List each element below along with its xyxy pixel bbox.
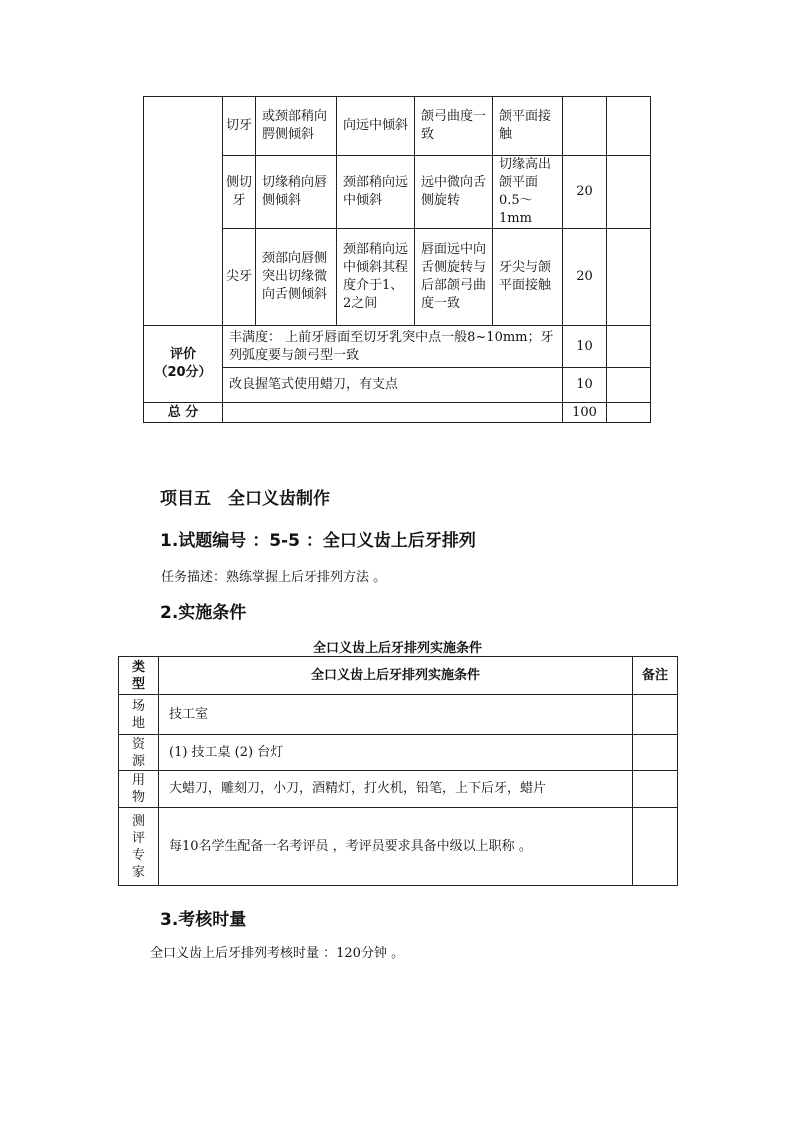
type-cell: 用物 bbox=[119, 771, 159, 808]
criterion-cell: 切缘稍向唇侧倾斜 bbox=[256, 156, 337, 229]
criterion-cell: 向远中倾斜 bbox=[337, 97, 415, 156]
tooth-name-cell: 侧切牙 bbox=[223, 156, 256, 229]
extra-cell bbox=[607, 97, 651, 156]
criterion-cell: 牙尖与颌平面接触 bbox=[493, 229, 563, 326]
score-cell: 20 bbox=[563, 156, 607, 229]
content-cell: (1) 技工桌 (2) 台灯 bbox=[159, 735, 633, 771]
criterion-cell: 颈部稍向远中倾斜其程度介于1、2之间 bbox=[337, 229, 415, 326]
section1-heading: 1.试题编号 ：5-5 ：全口义齿上后牙排列 bbox=[160, 531, 476, 551]
criterion-cell: 或颈部稍向腭侧倾斜 bbox=[256, 97, 337, 156]
type-cell: 测评专家 bbox=[119, 808, 159, 886]
extra-cell bbox=[607, 326, 651, 368]
conditions-table bbox=[118, 656, 678, 886]
note-cell bbox=[633, 771, 678, 808]
evaluation-label-line1: 评价 bbox=[169, 347, 196, 362]
table-row bbox=[119, 695, 678, 735]
total-score: 100 bbox=[563, 403, 607, 423]
table-row bbox=[119, 771, 678, 808]
task-description: 任务描述：熟练掌握上后牙排列方法 。 bbox=[161, 570, 387, 585]
score-cell: 20 bbox=[563, 229, 607, 326]
note-cell bbox=[633, 695, 678, 735]
type-cell: 场地 bbox=[119, 695, 159, 735]
criterion-cell: 颌平面接触 bbox=[493, 97, 563, 156]
blank-category-cell bbox=[144, 97, 223, 326]
tooth-name-cell: 尖牙 bbox=[223, 229, 256, 326]
total-blank-cell bbox=[223, 403, 563, 423]
type-cell: 资源 bbox=[119, 735, 159, 771]
section2-heading: 2.实施条件 bbox=[160, 603, 247, 623]
extra-cell bbox=[607, 368, 651, 403]
extra-cell bbox=[607, 229, 651, 326]
criterion-cell: 颌弓曲度一致 bbox=[415, 97, 493, 156]
evaluation-item: 改良握笔式使用蜡刀，有支点 bbox=[223, 368, 563, 403]
table-row bbox=[119, 735, 678, 771]
total-label: 总 分 bbox=[144, 403, 223, 423]
criterion-cell: 切缘高出颌平面0.5～1mm bbox=[493, 156, 563, 229]
score-cell: 10 bbox=[563, 326, 607, 368]
exam-duration: 全口义齿上后牙排列考核时量 ：120分钟 。 bbox=[150, 946, 405, 961]
table-row bbox=[144, 97, 651, 156]
section3-heading: 3.考核时量 bbox=[160, 910, 247, 930]
header-note: 备注 bbox=[633, 657, 678, 695]
content-cell: 大蜡刀，雕刻刀，小刀，酒精灯，打火机，铅笔，上下后牙，蜡片 bbox=[159, 771, 633, 808]
extra-cell bbox=[607, 156, 651, 229]
criterion-cell: 颈部稍向远中倾斜 bbox=[337, 156, 415, 229]
extra-cell bbox=[607, 403, 651, 423]
scoring-table bbox=[143, 96, 651, 423]
criterion-cell: 唇面远中向舌侧旋转与后部颌弓曲度一致 bbox=[415, 229, 493, 326]
project-title: 项目五 全口义齿制作 bbox=[160, 489, 330, 509]
table-row bbox=[144, 403, 651, 423]
note-cell bbox=[633, 735, 678, 771]
table-header-row bbox=[119, 657, 678, 695]
evaluation-item: 丰满度： 上前牙唇面至切牙乳突中点一般8~10mm；牙列弧度要与颌弓型一致 bbox=[223, 326, 563, 368]
header-content: 全口义齿上后牙排列实施条件 bbox=[159, 657, 633, 695]
score-cell bbox=[563, 97, 607, 156]
table-row bbox=[144, 326, 651, 368]
table-caption: 全口义齿上后牙排列实施条件 bbox=[312, 641, 482, 656]
note-cell bbox=[633, 808, 678, 886]
content-cell: 每10名学生配备一名考评员 ，考评员要求具备中级以上职称 。 bbox=[159, 808, 633, 886]
criterion-cell: 远中微向舌侧旋转 bbox=[415, 156, 493, 229]
evaluation-label bbox=[144, 326, 223, 403]
content-cell: 技工室 bbox=[159, 695, 633, 735]
score-cell: 10 bbox=[563, 368, 607, 403]
header-type: 类型 bbox=[119, 657, 159, 695]
tooth-name-cell: 切牙 bbox=[223, 97, 256, 156]
table-row bbox=[119, 808, 678, 886]
evaluation-label-line2: （20分） bbox=[154, 365, 212, 380]
criterion-cell: 颈部向唇侧突出切缘微向舌侧倾斜 bbox=[256, 229, 337, 326]
